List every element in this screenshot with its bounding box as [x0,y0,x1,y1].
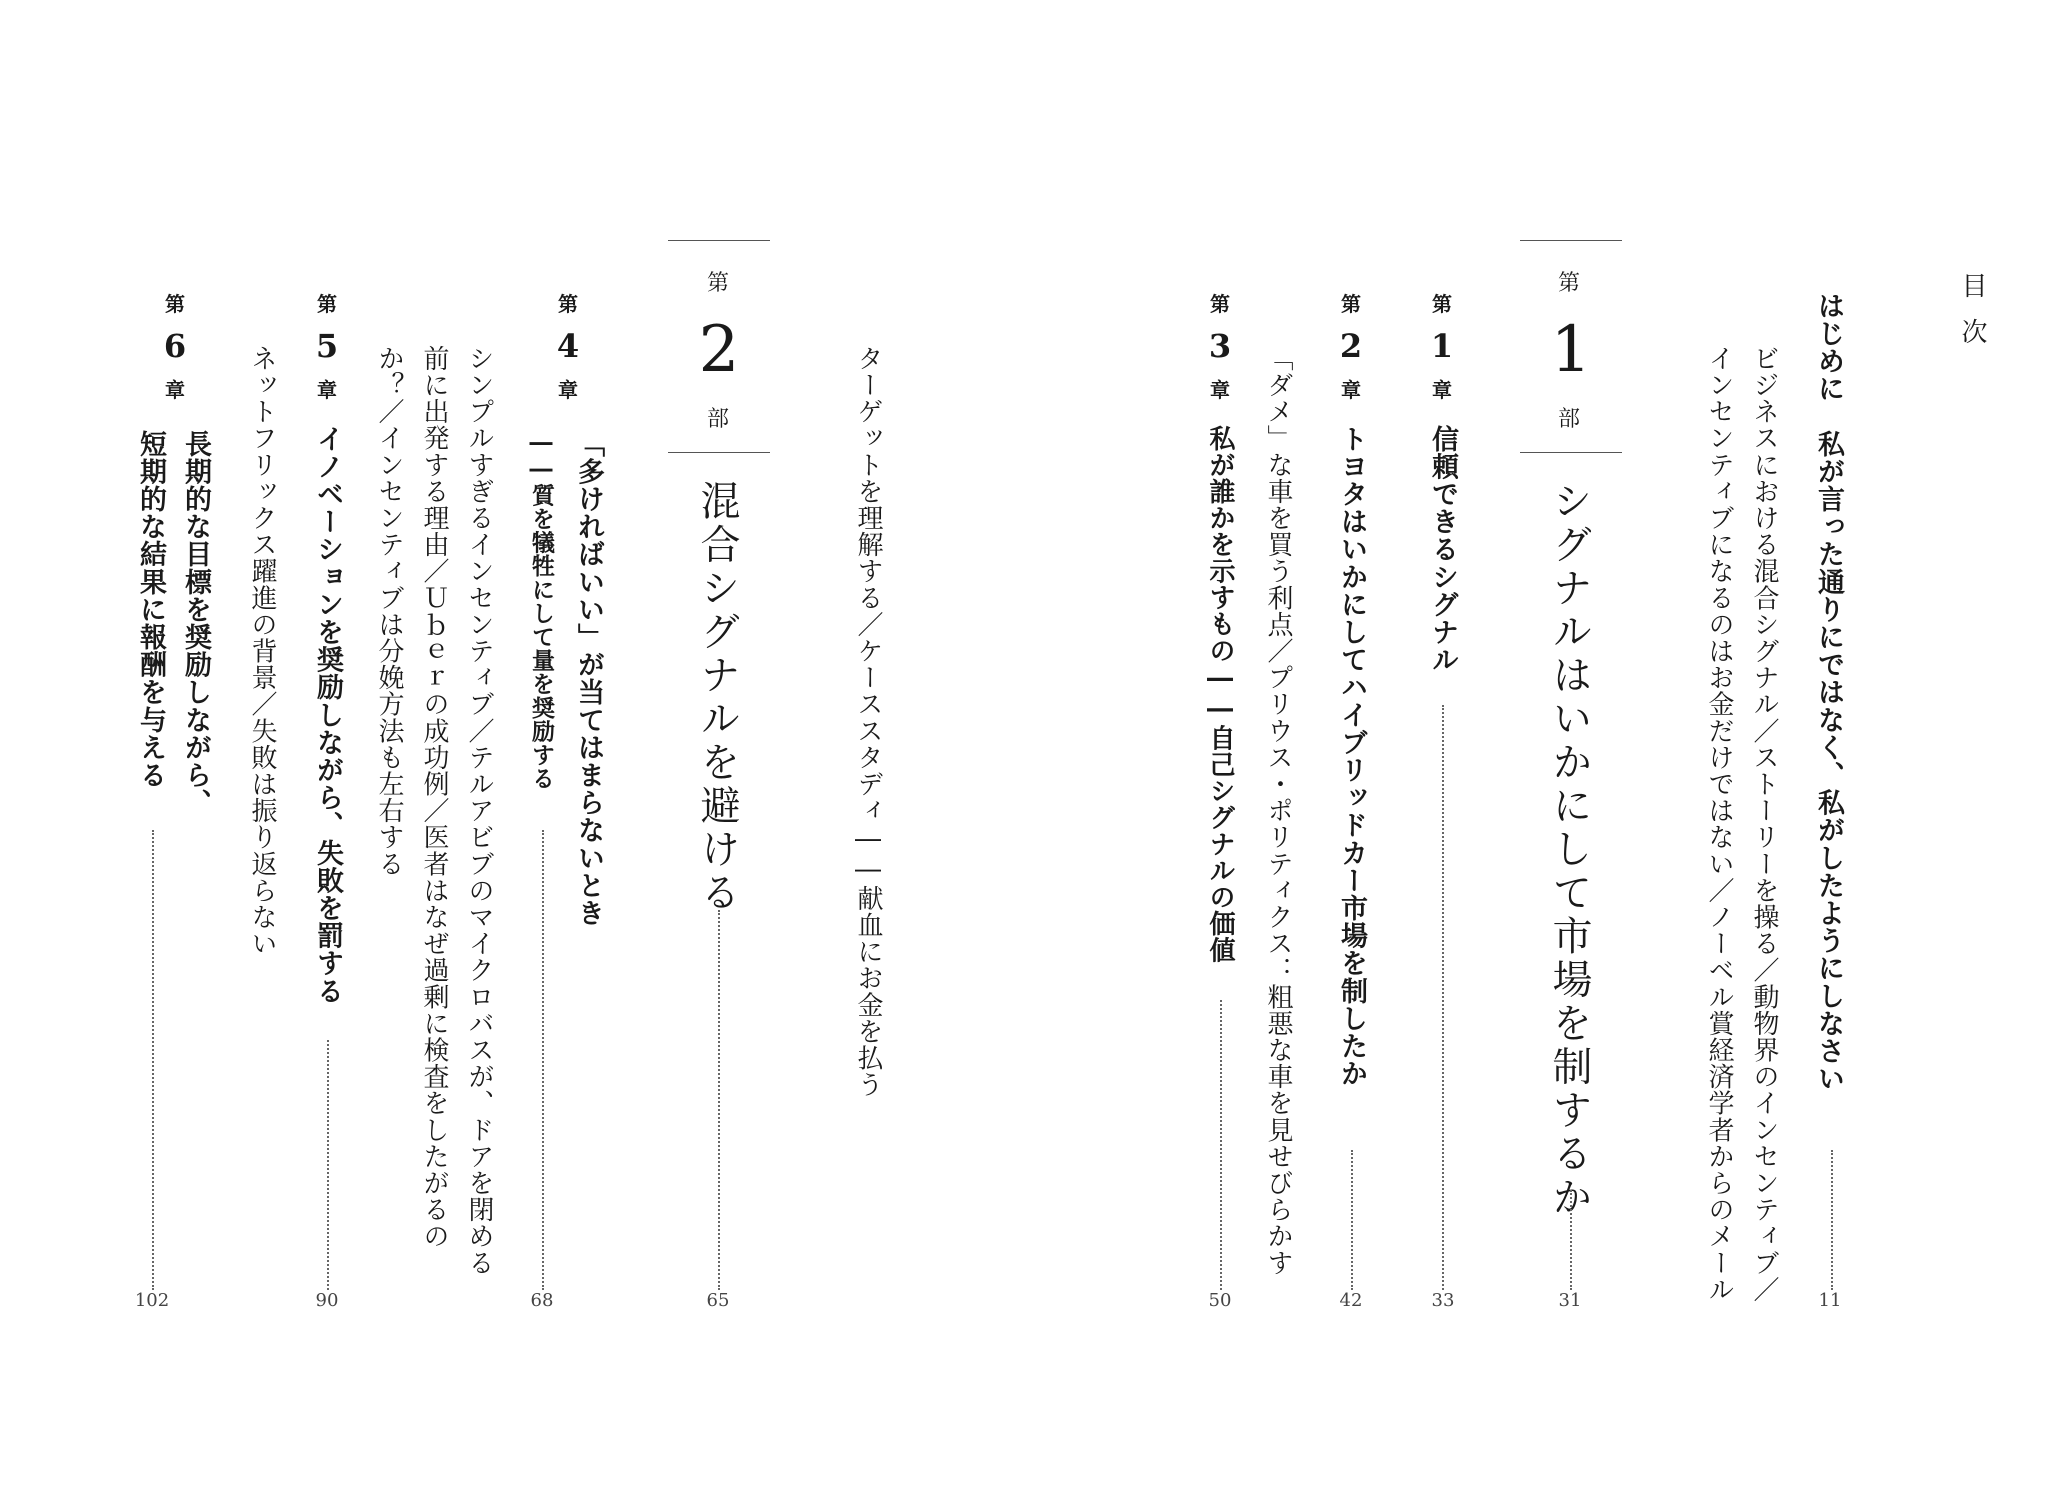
ch4-title-continued: ――質を犠牲にして量を奨励する [528,430,554,790]
ch1-page-number: 33 [1431,1290,1455,1311]
ch3-leader-dots [1220,1000,1222,1290]
ch2-title: トヨタはいかにしてハイブリッドカー市場を制したか [1336,425,1367,1088]
intro-subtopics-line-1: ビジネスにおける混合シグナル／ストーリーを操る／動物界のインセンティブ／ [1749,345,1779,1303]
ch1-label-top: 第 [1432,292,1452,316]
ch5-subtopics: ネットフリックス躍進の背景／失敗は振り返らない [247,345,277,957]
part1-label-bottom: 部 [1558,407,1581,432]
part1-bottom-rule [1520,452,1622,453]
ch5-number: 5 [315,327,339,365]
part1-leader-dots [1570,1190,1572,1290]
ch4-subtopics-line-2: 前に出発する理由／Ｕｂｅｒの成功例／医者はなぜ過剰に検査をしたがるの [419,345,449,1250]
ch3-label-top: 第 [1210,292,1230,316]
ch2-label-top: 第 [1341,292,1361,316]
part2-number: 2 [698,313,740,387]
ch4-label-top: 第 [558,292,578,316]
ch1-number: 1 [1430,327,1454,365]
ch3-number: 3 [1208,327,1232,365]
toc-title: 目次 [1957,272,1987,364]
ch2-leader-dots [1351,1150,1353,1290]
ch4-title: 「多ければいい」が当てはまらないとき [573,430,604,927]
ch2-subtopics: 「ダメ」な車を買う利点／プリウス・ポリティクス：粗悪な車を見せびらかす [1263,345,1293,1276]
ch6-label-bottom: 章 [165,378,185,402]
ch6-number: 6 [163,327,187,365]
ch4-leader-dots [542,830,544,1290]
ch6-title-continued: 短期的な結果に報酬を与える [135,430,166,789]
part1-number: 1 [1550,313,1592,387]
ch6-title: 長期的な目標を奨励しながら、 [180,430,211,817]
part1-page-number: 31 [1558,1290,1582,1311]
intro-subtopics-line-2: インセンティブになるのはお金だけではない／ノーベル賞経済学者からのメール [1704,345,1734,1303]
ch5-label-bottom: 章 [317,378,337,402]
ch4-label-bottom: 章 [558,378,578,402]
intro-leader-dots [1831,1150,1833,1290]
ch3-title: 私が誰かを示すもの――自己シグナルの価値 [1205,425,1235,963]
part2-top-rule [668,240,770,241]
ch5-title: イノベーションを奨励しながら、失敗を罰する [312,425,343,1005]
ch4-subtopics-line-1: シンプルすぎるインセンティブ／テルアビブのマイクロバスが、ドアを閉める [464,345,494,1276]
part2-leader-dots [718,910,720,1290]
ch4-subtopics-line-3: か？／インセンティブは分娩方法も左右する [374,345,404,877]
intro-page-number: 11 [1818,1290,1842,1311]
ch4-number: 4 [556,327,580,365]
ch5-leader-dots [327,1040,329,1290]
ch3-page-number: 50 [1208,1290,1232,1311]
ch5-page-number: 90 [315,1290,339,1311]
part2-page-number: 65 [706,1290,730,1311]
part1-label-top: 第 [1558,271,1581,296]
ch6-page-number: 102 [134,1290,170,1311]
part1-title: シグナルはいかにして市場を制するか [1546,480,1592,1220]
ch5-label-top: 第 [317,292,337,316]
part2-title: 混合シグナルを避ける [694,480,740,915]
part2-subtopics: ターゲットを理解する／ケーススタディ――献血にお金を払う [853,345,883,1098]
part2-label-bottom: 部 [707,407,730,432]
part1-top-rule [1520,240,1622,241]
intro-title: はじめに 私が言った通りにではなく、私がしたようにしなさい [1813,292,1844,1093]
ch6-leader-dots [152,830,154,1290]
ch2-number: 2 [1339,327,1363,365]
ch1-leader-dots [1442,705,1444,1290]
ch3-label-bottom: 章 [1210,378,1230,402]
ch1-label-bottom: 章 [1432,378,1452,402]
part2-label-top: 第 [707,271,730,296]
ch1-title: 信頼できるシグナル [1427,425,1458,674]
part2-bottom-rule [668,452,770,453]
ch6-label-top: 第 [165,292,185,316]
ch2-page-number: 42 [1339,1290,1363,1311]
ch2-label-bottom: 章 [1341,378,1361,402]
ch4-page-number: 68 [530,1290,554,1311]
